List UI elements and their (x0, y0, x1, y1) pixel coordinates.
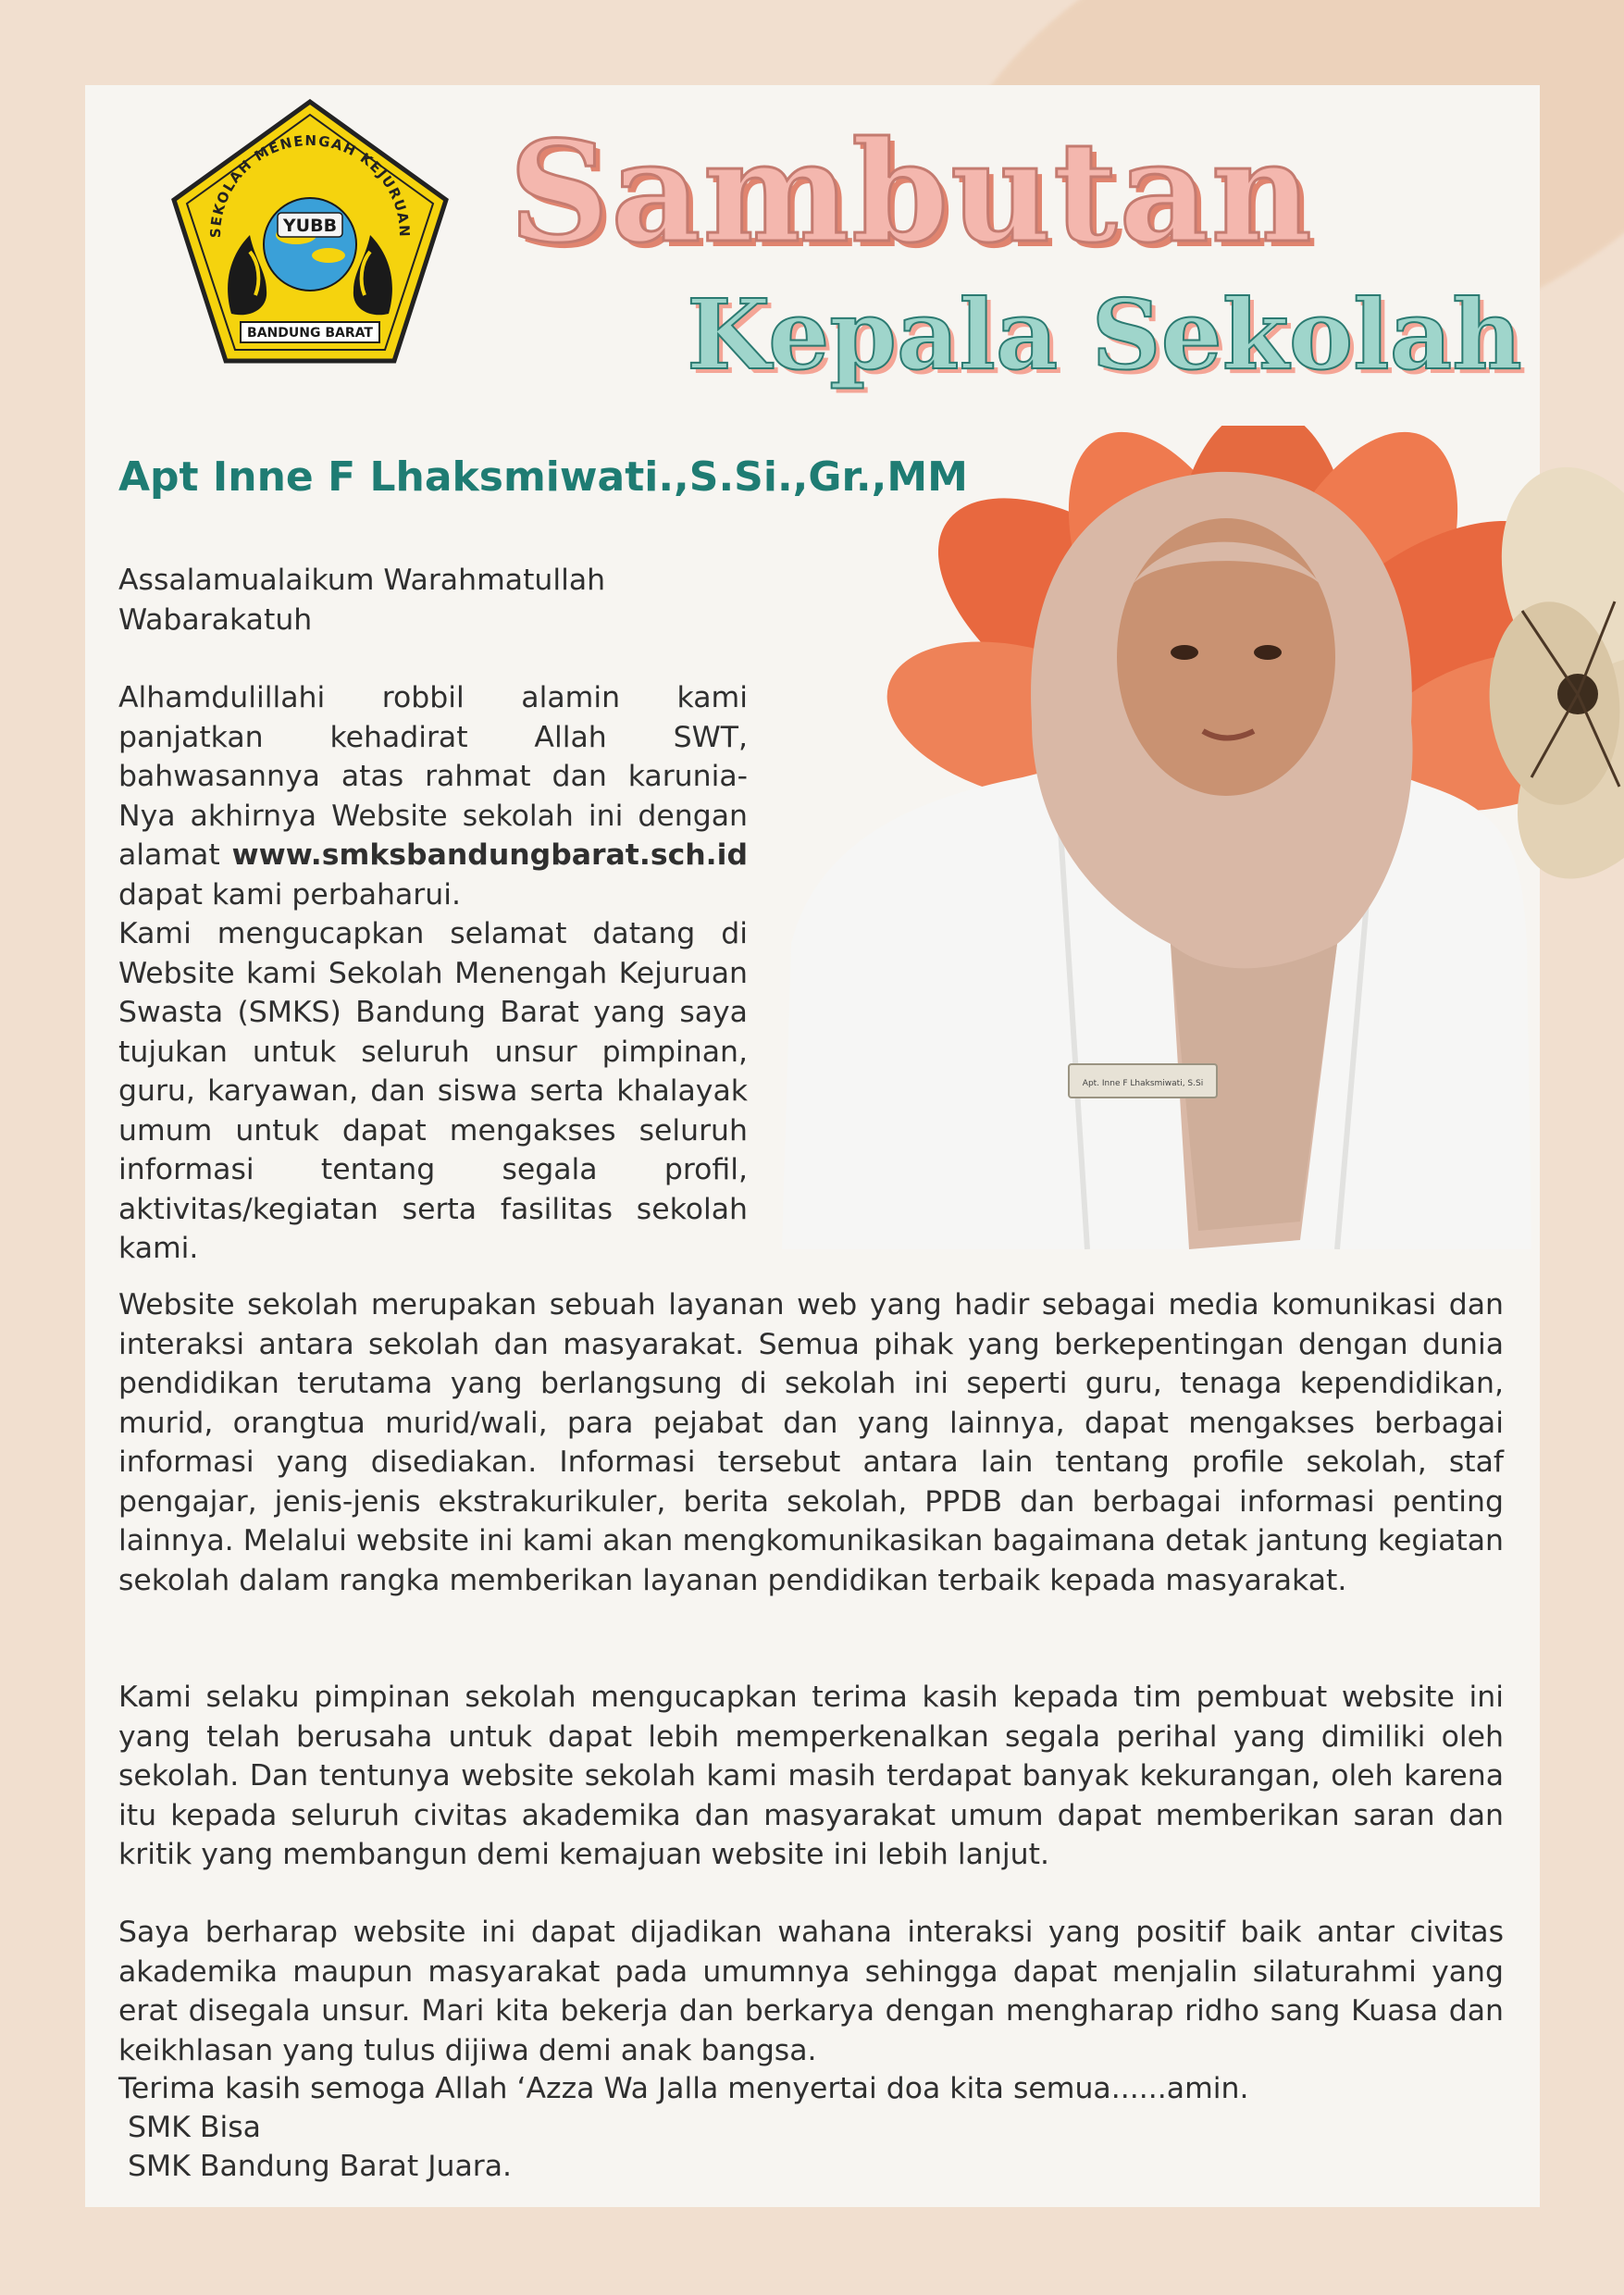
page-title: Sambutan (509, 111, 1314, 274)
logo-arc-text: SEKOLAH MENENGAH KEJURUAN (206, 131, 414, 239)
paragraph-intro-text: Alhamdulillahi robbil alamin kami panjatkan kehadirat Allah SWT, bahwasannya atas rahmat dan karunia-Nya akhirnya Website sekolah ini dengan alamat (118, 681, 748, 872)
logo-banner-text: BANDUNG BARAT (247, 326, 373, 341)
closing-prayer: Terima kasih semoga Allah ‘Azza Wa Jalla menyertai doa kita semua......amin. (118, 2072, 1249, 2105)
paragraph-intro-end: dapat kami perbaharui. (118, 877, 461, 912)
paragraph-hope: Saya berharap website ini dapat dijadikan wahana interaksi yang positif baik antar civitas akademika maupun masyarakat pada umumnya sehingga dapat menjalin silaturahmi yang erat disegala unsur. Mari kita bekerja dan berkarya dengan mengharap ridho sang Kuasa dan keikhlasan yang tulus dijiwa demi anak bangsa. (118, 1916, 1504, 2067)
principal-photo (782, 426, 1624, 1249)
page-subtitle: Kepala Sekolah (687, 278, 1522, 391)
motto-line-2: SMK Bandung Barat Juara. (118, 2150, 513, 2183)
school-logo (167, 96, 453, 369)
motto-line-1: SMK Bisa (118, 2111, 261, 2144)
paragraph-welcome: Kami mengucapkan selamat datang di Website kami Sekolah Menengah Kejuruan Swasta (SMKS) Bandung Barat yang saya tujukan untuk seluruh unsur pimpinan, guru, karyawan, dan siswa serta khalayak umum untuk dapat mengakses seluruh informasi tentang segala profil, aktivitas/kegiatan serta fasilitas sekolah kami. (118, 917, 748, 1265)
paragraph-thanks: Kami selaku pimpinan sekolah mengucapkan terima kasih kepada tim pembuat website ini yang telah berusaha untuk dapat lebih memperkenalkan segala perihal yang dimiliki oleh sekolah. Dan tentunya website sekolah kami masih terdapat banyak kekurangan, oleh karena itu kepada seluruh civitas akademika dan masyarakat umum dapat memberikan saran dan kritik yang membangun demi kemajuan website ini lebih lanjut. (118, 1681, 1504, 1871)
principal-name: Apt Inne F Lhaksmiwati.,S.Si.,Gr.,MM (118, 453, 968, 501)
logo-badge-text: YUBB (282, 216, 338, 236)
paragraph-website: Website sekolah merupakan sebuah layanan web yang hadir sebagai media komunikasi dan interaksi antara sekolah dan masyarakat. Semua pihak yang berkepentingan dengan dunia pendidikan terutama yang berlangsung di sekolah ini seperti guru, tenaga kependidikan, murid, orangtua murid/wali, para pejabat dan yang lainnya, dapat mengakses berbagai informasi yang disediakan. Informasi tersebut antara lain tentang profile sekolah, staf pengajar, jenis-jenis ekstrakurikuler, berita sekolah, PPDB dan berbagai informasi penting lainnya. Melalui website ini kami akan mengkomunikasikan bagaimana detak jantung kegiatan sekolah dalam rangka memberikan layanan pendidikan terbaik kepada masyarakat. (118, 1288, 1504, 1597)
name-badge-text: Apt. Inne F Lhaksmiwati, S.Si (1082, 1079, 1204, 1088)
website-url: www.smksbandungbarat.sch.id (231, 838, 748, 872)
paragraph-intro (118, 678, 748, 914)
greeting: Assalamualaikum Warahmatullah Wabarakatuh (118, 564, 606, 637)
